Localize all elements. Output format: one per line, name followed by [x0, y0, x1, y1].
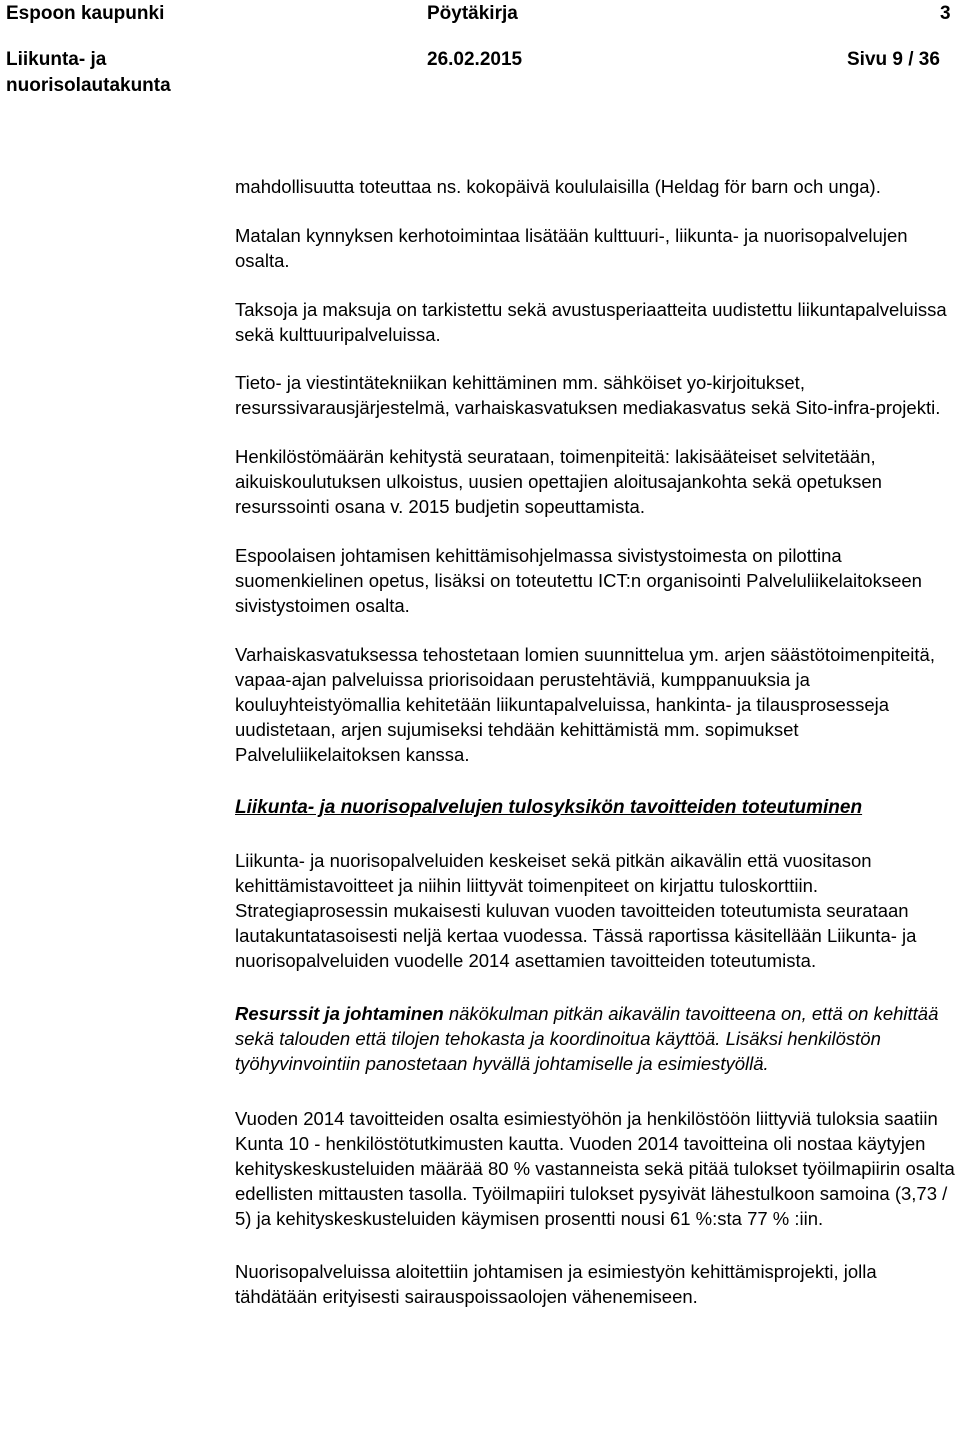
paragraph: Espoolaisen johtamisen kehittämisohjelmassa sivistystoimesta on pilottina suomenkielinen opetus, lisäksi on toteutettu ICT:n organisointi Palveluliikelaitokseen sivistystoimen osalta.: [235, 545, 922, 616]
document-number: 3: [940, 3, 951, 24]
paragraph: Henkilöstömäärän kehitystä seurataan, toimenpiteitä: lakisääteiset selvitetään, aikuiskoulutuksen ulkoistus, uusien opettajien aloitusajankohta sekä opetuksen resurssointi osana v. 2015 budjetin sopeuttamista.: [235, 446, 882, 517]
meeting-date: 26.02.2015: [427, 49, 523, 70]
paragraph-text: näkökulman pitkän aikavälin tavoitteena on, että on kehittää sekä talouden että tilojen tehokasta ja koordinoitua käyttöä. Lisäksi henkilöstön työhyvinvointiin panostetaan hyvällä johtamiselle ja esimiestyöllä.: [235, 1003, 939, 1074]
emphasis-term: Resurssit ja johtaminen: [235, 1003, 444, 1024]
paragraph: Liikunta- ja nuorisopalveluiden keskeiset sekä pitkän aikavälin että vuositason kehittämistavoitteet ja niihin liittyvät toimenpiteet on kirjattu tuloskorttiin. Strategiaprosessin mukaisesti kuluvan vuoden tavoitteiden toteutumista seurataan lautakuntatasoisesti neljä kertaa vuodessa. Tässä raportissa käsitellään Liikunta- ja nuorisopalveluiden vuodelle 2014 asettamien tavoitteiden toteutumista.: [235, 850, 917, 971]
paragraph: Varhaiskasvatuksessa tehostetaan lomien suunnittelua ym. arjen säästötoimenpiteitä, vapaa-ajan palveluissa priorisoidaan perustehtäviä, kumppanuuksia ja kouluyhteistyömallia kehitetään liikuntapalveluissa, hankinta- ja tilausprosesseja uudistetaan, arjen sujumiseksi tehdään kehittämistä mm. sopimukset Palveluliikelaitoksen kanssa.: [235, 644, 935, 765]
committee-name-line2: nuorisolautakunta: [6, 75, 171, 96]
paragraph: Nuorisopalveluissa aloitettiin johtamisen ja esimiestyön kehittämisprojekti, jolla tähdätään erityisesti sairauspoissaolojen vähenemiseen.: [235, 1261, 877, 1307]
committee-name-line1: Liikunta- ja: [6, 49, 107, 70]
organization-name: Espoon kaupunki: [6, 3, 165, 24]
page-number: Sivu 9 / 36: [847, 49, 940, 70]
document-type: Pöytäkirja: [427, 3, 518, 24]
paragraph: Tieto- ja viestintätekniikan kehittäminen mm. sähköiset yo-kirjoitukset, resurssivarausjärjestelmä, varhaiskasvatuksen mediakasvatus sekä Sito-infra-projekti.: [235, 372, 941, 418]
section-heading: Liikunta- ja nuorisopalvelujen tulosyksikön tavoitteiden toteutuminen: [235, 797, 863, 818]
paragraph: mahdollisuutta toteuttaa ns. kokopäivä koululaisilla (Heldag för barn och unga).: [235, 176, 881, 197]
paragraph-resources: [235, 1001, 957, 1076]
document-body: [235, 174, 957, 1309]
paragraph: Vuoden 2014 tavoitteiden osalta esimiestyöhön ja henkilöstöön liittyviä tuloksia saatiin Kunta 10 - henkilöstötutkimusten kautta. Vuoden 2014 tavoitteina oli nostaa käytyjen kehityskeskusteluiden määrää 80 % vastanneista sekä pitää tulokset työilmapiirin osalta edellisten mittausten tasolla. Työilmapiiri tulokset pysyivät lähestulkoon samoina (3,73 / 5) ja kehityskeskusteluiden käymisen prosentti nousi 61 %:sta 77 % :iin.: [235, 1108, 955, 1229]
paragraph: Matalan kynnyksen kerhotoimintaa lisätään kulttuuri-, liikunta- ja nuorisopalvelujen osalta.: [235, 225, 908, 271]
paragraph: Taksoja ja maksuja on tarkistettu sekä avustusperiaatteita uudistettu liikuntapalveluissa sekä kulttuuripalveluissa.: [235, 299, 947, 345]
